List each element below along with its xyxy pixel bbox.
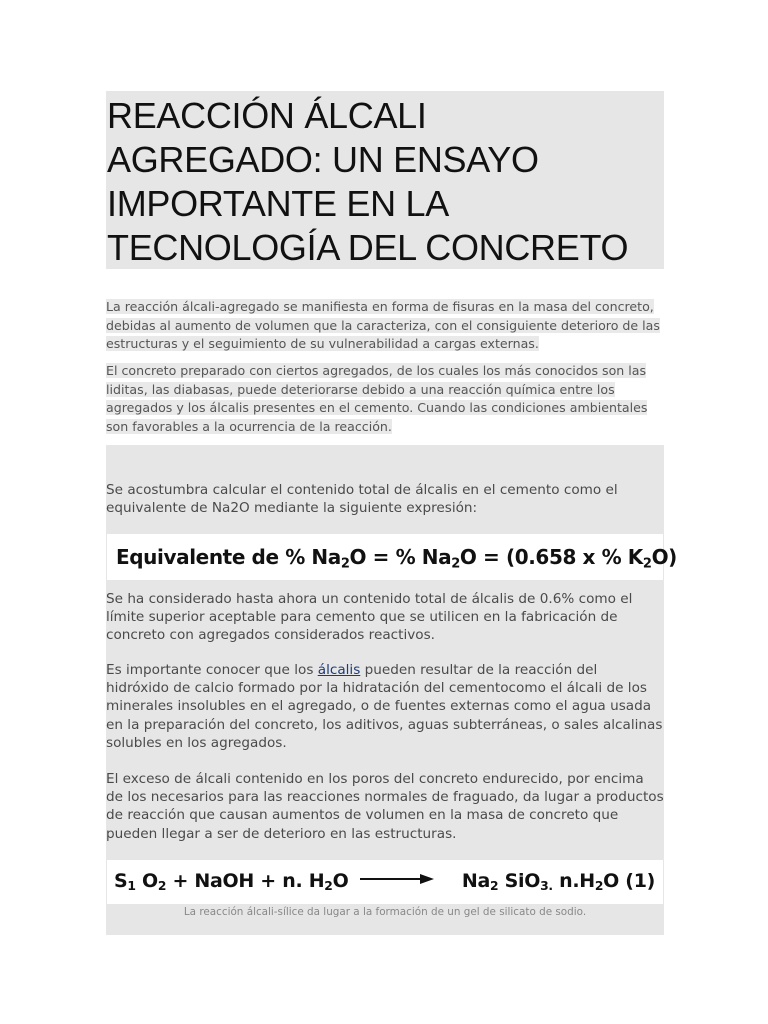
body-paragraph-limite: Se ha considerado hasta ahora un contenido total de álcalis de 0.6% como el límite superior aceptable para cemento que se utilicen en la fabricación de concreto con agregados considerados reactivos. — [106, 591, 633, 644]
equation-products: $Na_2$ SiO$_{3.}$ $n.H_2O$ (1) — [461, 870, 655, 894]
alcalis-link[interactable]: álcalis — [317, 662, 361, 678]
intro-paragraph-2: El concreto preparado con ciertos agregados, de los cuales los más conocidos son las liditas, las diabasas, puede deteriorarse debido a una reacción química entre los agregados y los álcalis presentes en el cemento. Cuando las condiciones ambientales son favorables a la ocurrencia de la reacción. — [106, 363, 648, 434]
body-paragraph-exceso: El exceso de álcali contenido en los poros del concreto endurecido, por encima de los necesarios para las reacciones normales de fraguado, da lugar a productos de reacción que causan aumentos de volumen en la masa de concreto que pueden llegar a ser de deterioro en las estructuras. — [106, 771, 664, 842]
title-line: AGREGADO: UN ENSAYO — [107, 139, 539, 180]
equation-alkali-silica — [107, 860, 663, 904]
title-line: REACCIÓN ÁLCALI — [107, 95, 427, 136]
equation-na2o-equivalent: Equivalente de % $Na_2O$ = % $Na_2O = (0.658$ x % $K_2O$) — [107, 534, 663, 580]
reaction-arrow-icon — [360, 872, 434, 886]
equation-caption: La reacción álcali-sílice da lugar a la formación de un gel de silicato de sodio. — [183, 906, 587, 918]
title-box — [106, 91, 664, 269]
body-paragraph-alcalis: Es importante conocer que los álcalis pueden resultar de la reacción del hidróxido de calcio formado por la hidratación del cementocomo el álcali de los minerales insolubles en el agregado, o de fuentes externas como el agua usada en la preparación del concreto, los aditivos, aguas subterráneas, o sales alcalinas solubles en los agregados. — [106, 662, 663, 751]
page-title — [106, 91, 664, 270]
title-line: TECNOLOGÍA DEL CONCRETO — [107, 227, 629, 268]
equation-reactants: $S_1$ $O_2$ + NaOH + n. $H_2O$ — [114, 870, 349, 894]
intro-paragraph-1: La reacción álcali-agregado se manifiesta en forma de fisuras en la masa del concreto, debidas al aumento de volumen que la caracteriza, con el consiguiente deterioro de las estructuras y el seguimiento de su vulnerabilidad a cargas externas. — [106, 299, 660, 351]
body-paragraph-equivalente: Se acostumbra calcular el contenido total de álcalis en el cemento como el equivalente de Na2O mediante la siguiente expresión: — [106, 482, 618, 517]
title-line: IMPORTANTE EN LA — [107, 183, 449, 224]
